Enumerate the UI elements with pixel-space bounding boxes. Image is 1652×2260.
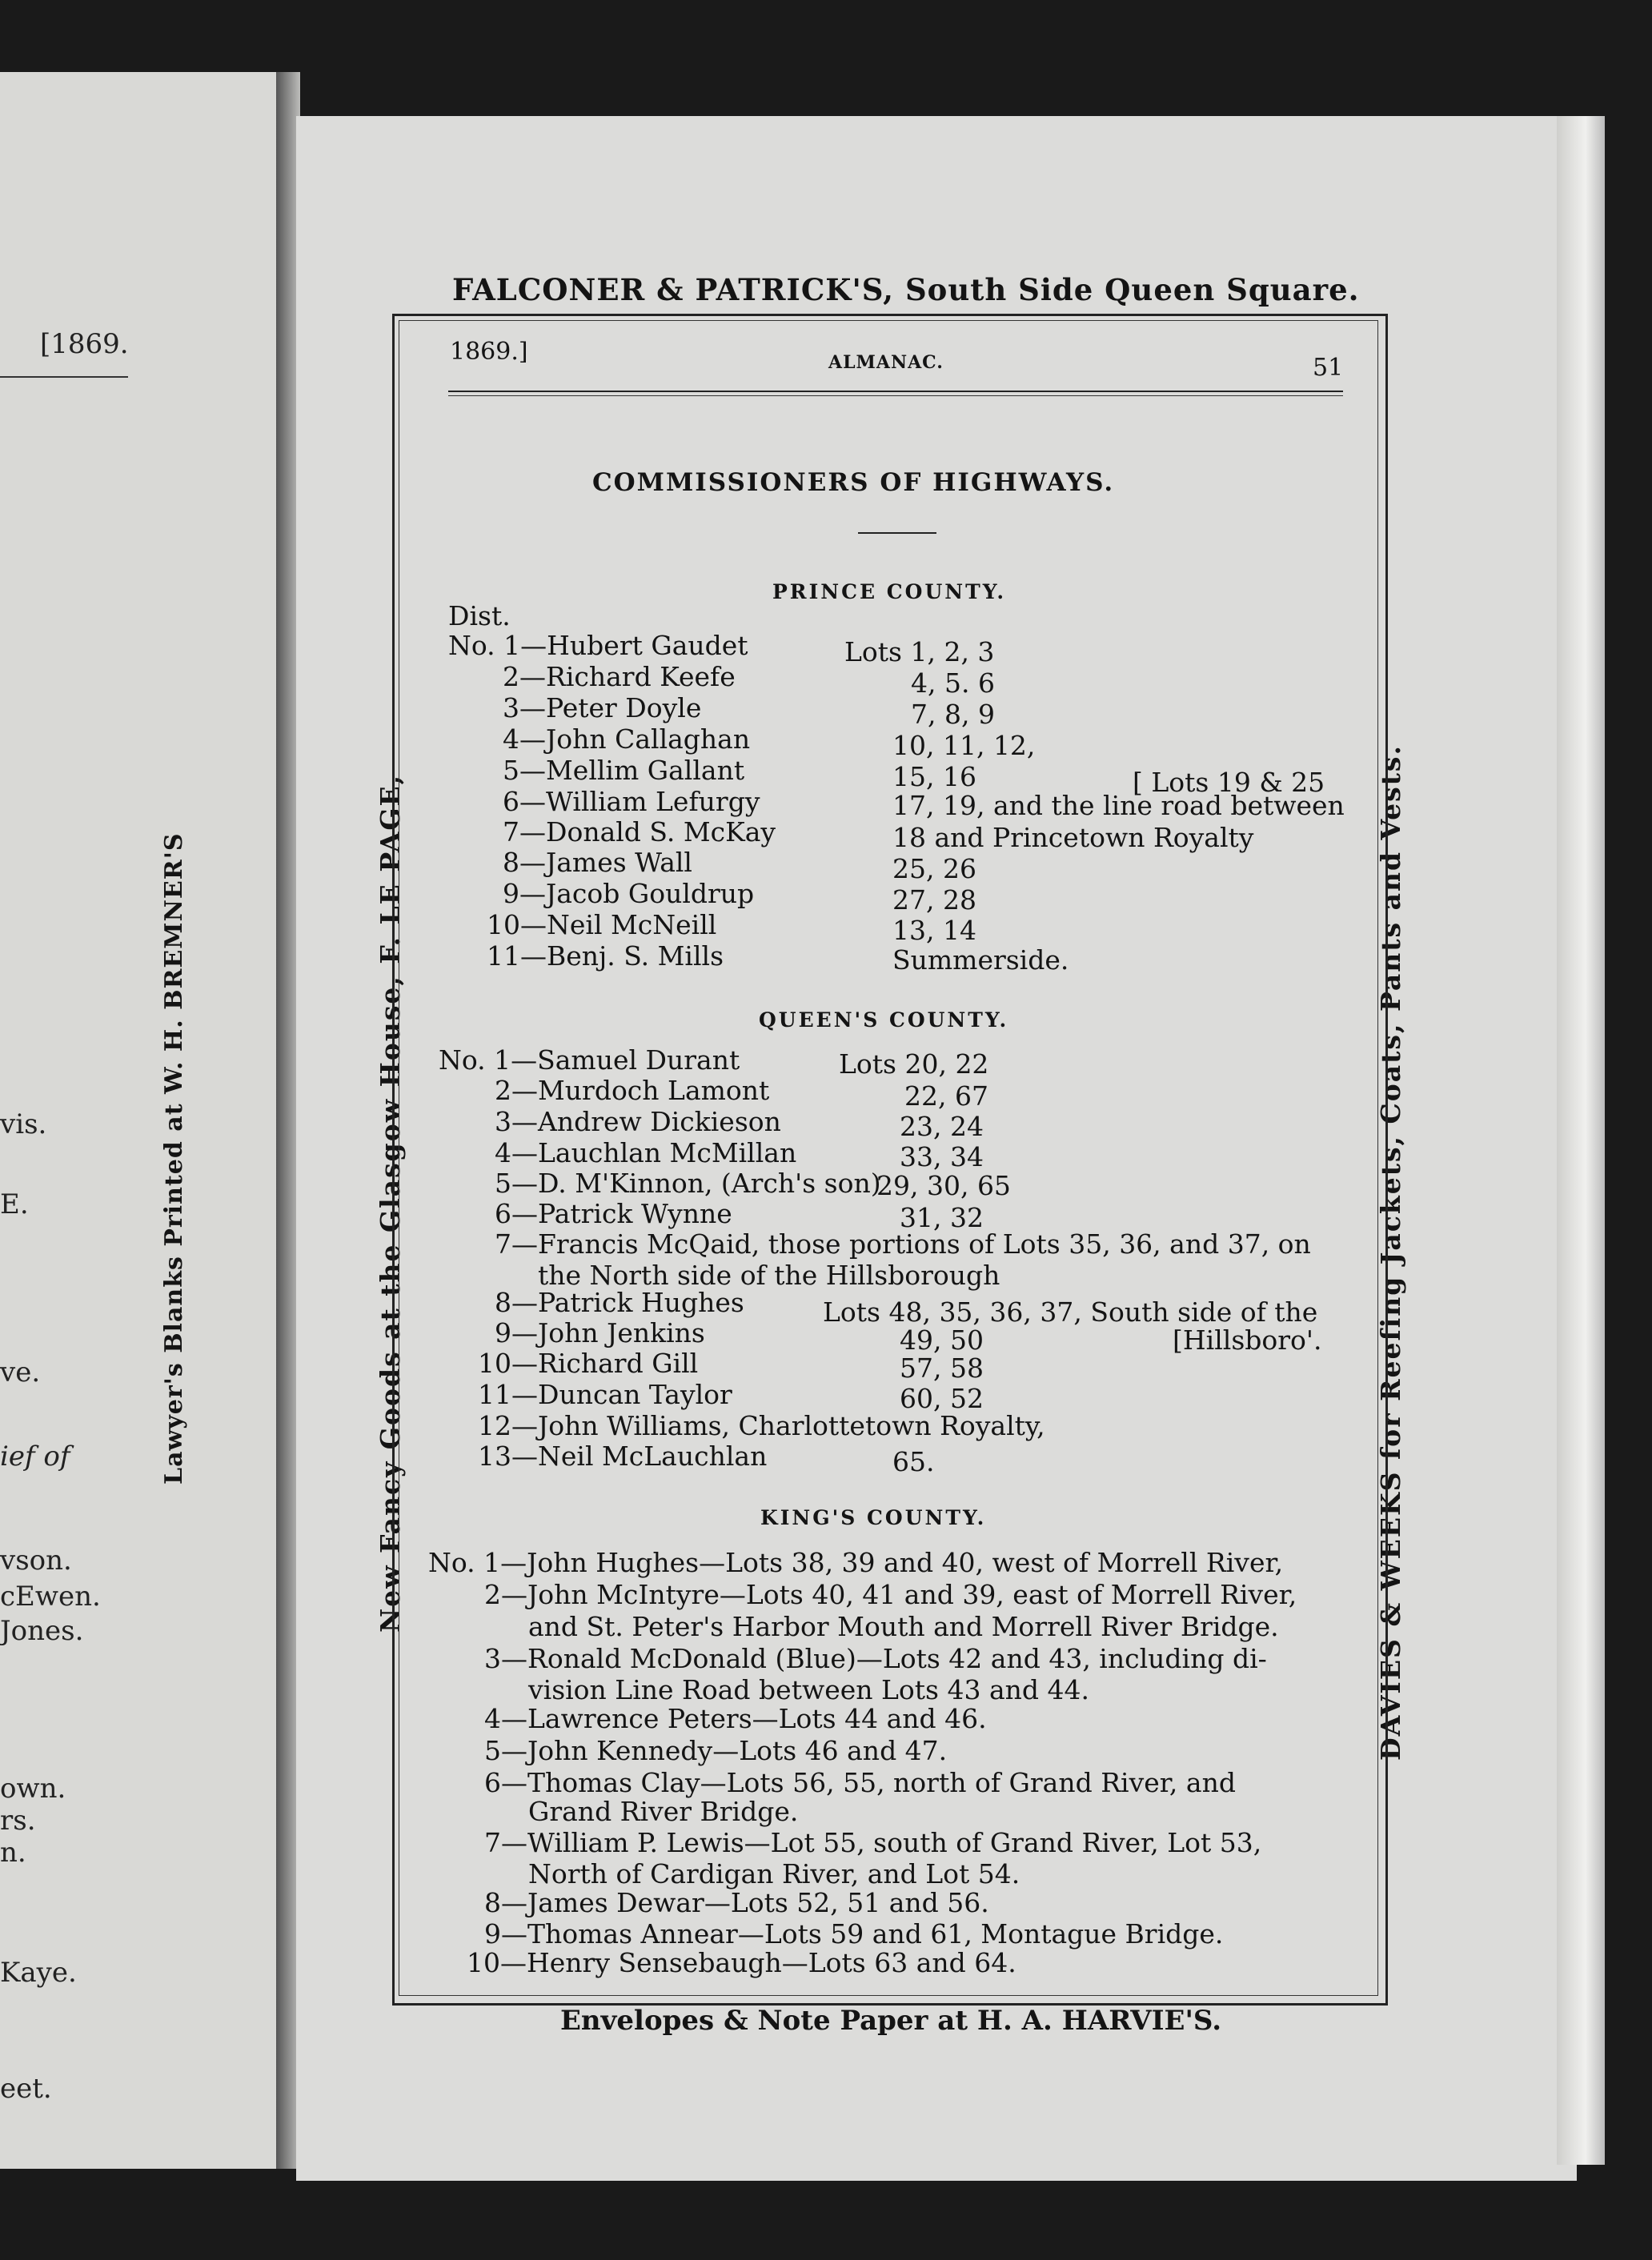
commissioner-lots: 25, 26 <box>892 853 976 884</box>
commissioner-entry: 3—Ronald McDonald (Blue)—Lots 42 and 43, including di- <box>484 1643 1267 1674</box>
commissioner-lots: 23, 24 <box>900 1111 984 1142</box>
commissioner-lots: 18 and Princetown Royalty <box>892 822 1254 853</box>
commissioner-name: 8—James Wall <box>503 847 692 878</box>
commissioner-lots: 33, 34 <box>900 1141 984 1172</box>
commissioner-lots: 65. <box>892 1446 935 1477</box>
commissioner-lots: 49, 50 <box>900 1324 984 1356</box>
left-fragment: own. <box>0 1773 66 1805</box>
commissioner-entry: 12—John Williams, Charlottetown Royalty, <box>478 1410 1045 1441</box>
commissioner-name: 2—Richard Keefe <box>503 661 736 692</box>
dist-label: Dist. <box>448 600 511 631</box>
commissioner-entry: 8—James Dewar—Lots 52, 51 and 56. <box>484 1887 989 1918</box>
lots-note: [Hillsboro'. <box>1173 1324 1322 1356</box>
commissioner-entry-continued: the North side of the Hillsborough <box>538 1260 1000 1291</box>
commissioner-entry: 7—Francis McQaid, those portions of Lots 35, 36, and 37, on <box>495 1228 1311 1260</box>
commissioner-name: 4—John Callaghan <box>503 723 751 755</box>
left-fragment: ve. <box>0 1356 41 1388</box>
commissioner-name: 3—Andrew Dickieson <box>495 1106 781 1137</box>
section-heading-prince: PRINCE COUNTY. <box>772 580 1007 603</box>
header-advertisement: FALCONER & PATRICK'S, South Side Queen Square. <box>452 272 1360 307</box>
running-head-title: ALMANAC. <box>828 352 944 373</box>
commissioner-name: 4—Lauchlan McMillan <box>495 1137 797 1168</box>
title-rule <box>858 532 936 534</box>
commissioner-name: 10—Neil McNeill <box>487 909 717 940</box>
commissioner-lots: 57, 58 <box>900 1352 984 1384</box>
left-side-advertisement: New Fancy Goods at the Glasgow House, F. LE PAGE, <box>375 773 406 1633</box>
left-fragment: vis. <box>0 1108 47 1140</box>
left-fragment: cEwen. <box>0 1581 101 1613</box>
commissioner-entry-continued: and St. Peter's Harbor Mouth and Morrell River Bridge. <box>528 1611 1279 1642</box>
commissioner-lots: 4, 5. 6 <box>911 667 995 699</box>
section-heading-queens: QUEEN'S COUNTY. <box>759 1008 1009 1032</box>
page-edge <box>1557 116 1605 2165</box>
header-rule <box>448 391 1343 392</box>
commissioner-entry: 10—Henry Sensebaugh—Lots 63 and 64. <box>467 1947 1016 1978</box>
page-title: COMMISSIONERS OF HIGHWAYS. <box>592 468 1115 497</box>
commissioner-name: 11—Benj. S. Mills <box>487 940 724 972</box>
commissioner-entry: 5—John Kennedy—Lots 46 and 47. <box>484 1735 948 1766</box>
commissioner-name: 13—Neil McLauchlan <box>478 1441 768 1472</box>
left-page-rule <box>0 376 128 378</box>
left-fragment: rs. <box>0 1805 36 1837</box>
commissioner-lots: 22, 67 <box>904 1080 988 1112</box>
left-fragment: n. <box>0 1837 26 1869</box>
header-rule <box>448 395 1343 396</box>
commissioner-lots: 15, 16 <box>892 761 976 792</box>
page-number: 51 <box>1313 354 1344 382</box>
commissioner-name: 7—Donald S. McKay <box>503 816 776 848</box>
right-side-advertisement: DAVIES & WEEKS for Reefing Jackets, Coats, Pants and Vests. <box>1375 744 1406 1761</box>
commissioner-entry: 2—John McIntyre—Lots 40, 41 and 39, east of Morrell River, <box>484 1579 1297 1610</box>
left-page <box>0 72 276 2169</box>
commissioner-name: No. 1—Hubert Gaudet <box>448 630 748 661</box>
commissioner-name: 9—John Jenkins <box>495 1317 705 1348</box>
left-page-vertical-ad: Lawyer's Blanks Printed at W. H. BREMNER'S <box>160 832 188 1485</box>
commissioner-lots: Lots 1, 2, 3 <box>844 636 995 667</box>
section-heading-kings: KING'S COUNTY. <box>760 1506 987 1529</box>
commissioner-lots: Lots 20, 22 <box>839 1048 989 1080</box>
commissioner-lots: 17, 19, and the line road between <box>892 790 1345 821</box>
commissioner-name: 5—D. M'Kinnon, (Arch's son) <box>495 1168 881 1199</box>
commissioner-name: 3—Peter Doyle <box>503 692 702 723</box>
left-fragment: Kaye. <box>0 1957 77 1989</box>
commissioner-name: 8—Patrick Hughes <box>495 1287 744 1318</box>
commissioner-lots: 60, 52 <box>900 1383 984 1414</box>
left-page-year: [1869. <box>40 328 129 360</box>
commissioner-lots: 13, 14 <box>892 915 976 946</box>
commissioner-name: 6—William Lefurgy <box>503 786 760 817</box>
left-fragment: E. <box>0 1188 29 1220</box>
running-head-year: 1869.] <box>450 338 528 366</box>
commissioner-name: No. 1—Samuel Durant <box>439 1044 740 1076</box>
commissioner-name: 6—Patrick Wynne <box>495 1198 732 1229</box>
commissioner-lots: 10, 11, 12, <box>892 730 1036 761</box>
lots-note: [ Lots 19 & 25 <box>1133 767 1325 798</box>
commissioner-lots: 7, 8, 9 <box>911 699 995 730</box>
commissioner-name: 9—Jacob Gouldrup <box>503 878 755 909</box>
commissioner-entry: 6—Thomas Clay—Lots 56, 55, north of Grand River, and <box>484 1767 1236 1798</box>
left-fragment: Jones. <box>0 1615 84 1647</box>
commissioner-entry-continued: North of Cardigan River, and Lot 54. <box>528 1858 1020 1889</box>
commissioner-name: 11—Duncan Taylor <box>478 1379 732 1410</box>
commissioner-name: 5—Mellim Gallant <box>503 755 745 786</box>
commissioner-lots: Summerside. <box>892 944 1069 976</box>
commissioner-entry: 7—William P. Lewis—Lot 55, south of Grand River, Lot 53, <box>484 1827 1262 1858</box>
left-fragment: eet. <box>0 2073 52 2105</box>
commissioner-name: 2—Murdoch Lamont <box>495 1075 770 1106</box>
commissioner-entry: 4—Lawrence Peters—Lots 44 and 46. <box>484 1703 987 1734</box>
commissioner-lots: 31, 32 <box>900 1202 984 1233</box>
commissioner-name: 10—Richard Gill <box>478 1348 699 1379</box>
commissioner-lots: 29, 30, 65 <box>876 1170 1011 1201</box>
commissioner-lots: 27, 28 <box>892 884 976 916</box>
left-fragment: vson. <box>0 1545 72 1577</box>
footer-advertisement: Envelopes & Note Paper at H. A. HARVIE'S. <box>560 2005 1222 2037</box>
commissioner-lots: Lots 48, 35, 36, 37, South side of the <box>823 1296 1318 1328</box>
commissioner-entry: 9—Thomas Annear—Lots 59 and 61, Montague Bridge. <box>484 1918 1224 1949</box>
commissioner-entry-continued: Grand River Bridge. <box>528 1796 799 1827</box>
commissioner-entry: No. 1—John Hughes—Lots 38, 39 and 40, west of Morrell River, <box>428 1547 1284 1578</box>
commissioner-entry-continued: vision Line Road between Lots 43 and 44. <box>528 1674 1089 1705</box>
left-fragment: ief of <box>0 1441 70 1473</box>
